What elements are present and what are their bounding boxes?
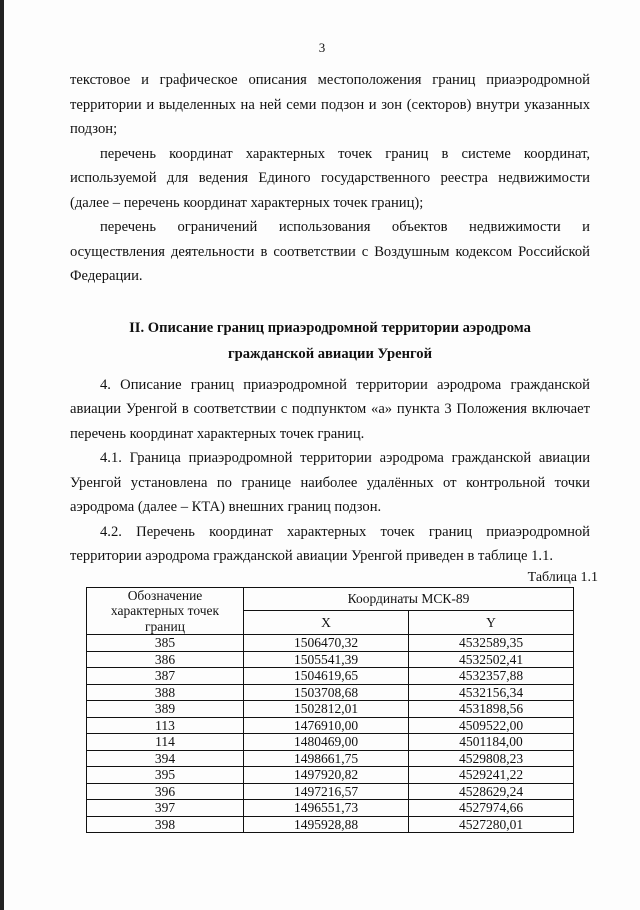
header-x: X	[244, 611, 409, 635]
cell-x: 1496551,73	[244, 800, 409, 817]
cell-x: 1504619,65	[244, 668, 409, 685]
table-row	[87, 783, 574, 800]
cell-point: 385	[87, 635, 244, 652]
cell-y: 4531898,56	[409, 701, 574, 718]
cell-y: 4528629,24	[409, 783, 574, 800]
cell-point: 113	[87, 717, 244, 734]
cell-x: 1495928,88	[244, 816, 409, 833]
coordinates-table	[86, 587, 574, 834]
table-row	[87, 800, 574, 817]
cell-point: 397	[87, 800, 244, 817]
header-point-designation: Обозначение характерных точек границ	[87, 587, 244, 635]
section-heading-line-1: II. Описание границ приаэродромной территории аэродрома	[129, 319, 531, 336]
cell-y: 4532502,41	[409, 651, 574, 668]
table-row	[87, 684, 574, 701]
paragraph-4-2: 4.2. Перечень координат характерных точек границ приаэродромной территории аэродрома гражданской авиации Уренгой приведен в таблице 1.1.	[70, 523, 590, 564]
cell-x: 1506470,32	[244, 635, 409, 652]
paragraph-4-1: 4.1. Граница приаэродромной территории аэродрома гражданской авиации Уренгой установлена по границе наиболее удалённых от контрольной точки аэродрома (далее – КТА) внешних границ подзон.	[70, 450, 590, 515]
cell-x: 1503708,68	[244, 684, 409, 701]
paragraph-coordinates-list: перечень координат характерных точек границ в системе координат, используемой для ведения Единого государственного реестра недвижимости (далее – перечень координат характерных точек границ);	[70, 145, 590, 211]
paragraph-text-description: текстовое и графическое описания местоположения границ приаэродромной территории и выделенных на ней семи подзон и зон (секторов) внутри указанных подзон;	[70, 72, 590, 137]
table-row	[87, 701, 574, 718]
cell-x: 1498661,75	[244, 750, 409, 767]
document-body	[70, 68, 598, 833]
paragraph-4: 4. Описание границ приаэродромной территории аэродрома гражданской авиации Уренгой в соответствии с подпунктом «а» пункта 3 Положения включает перечень координат характерных точек границ.	[70, 376, 590, 442]
cell-point: 394	[87, 750, 244, 767]
cell-y: 4509522,00	[409, 717, 574, 734]
section-heading	[70, 315, 590, 367]
table-row	[87, 750, 574, 767]
cell-y: 4527974,66	[409, 800, 574, 817]
cell-y: 4532156,34	[409, 684, 574, 701]
cell-point: 388	[87, 684, 244, 701]
table-row	[87, 635, 574, 652]
page-number: 3	[318, 40, 326, 55]
cell-point: 386	[87, 651, 244, 668]
cell-y: 4527280,01	[409, 816, 574, 833]
cell-x: 1505541,39	[244, 651, 409, 668]
cell-x: 1497216,57	[244, 783, 409, 800]
cell-y: 4532589,35	[409, 635, 574, 652]
table-row	[87, 651, 574, 668]
section-heading-line-2: гражданской авиации Уренгой	[228, 345, 432, 362]
header-coordinates: Координаты МСК-89	[244, 587, 574, 611]
cell-y: 4501184,00	[409, 734, 574, 751]
cell-point: 396	[87, 783, 244, 800]
table-row	[87, 816, 574, 833]
cell-y: 4529241,22	[409, 767, 574, 784]
cell-y: 4532357,88	[409, 668, 574, 685]
paragraph-restrictions-list: перечень ограничений использования объектов недвижимости и осуществления деятельности в соответствии с Воздушным кодексом Российской Федерации.	[70, 219, 590, 284]
cell-point: 114	[87, 734, 244, 751]
cell-x: 1476910,00	[244, 717, 409, 734]
cell-point: 387	[87, 668, 244, 685]
cell-point: 395	[87, 767, 244, 784]
table-body	[87, 635, 574, 833]
cell-x: 1497920,82	[244, 767, 409, 784]
table-row	[87, 717, 574, 734]
cell-x: 1502812,01	[244, 701, 409, 718]
table-row	[87, 668, 574, 685]
table-caption: Таблица 1.1	[527, 569, 598, 585]
cell-point: 389	[87, 701, 244, 718]
table-row	[87, 734, 574, 751]
cell-y: 4529808,23	[409, 750, 574, 767]
table-row	[87, 767, 574, 784]
cell-point: 398	[87, 816, 244, 833]
cell-x: 1480469,00	[244, 734, 409, 751]
header-y: Y	[409, 611, 574, 635]
